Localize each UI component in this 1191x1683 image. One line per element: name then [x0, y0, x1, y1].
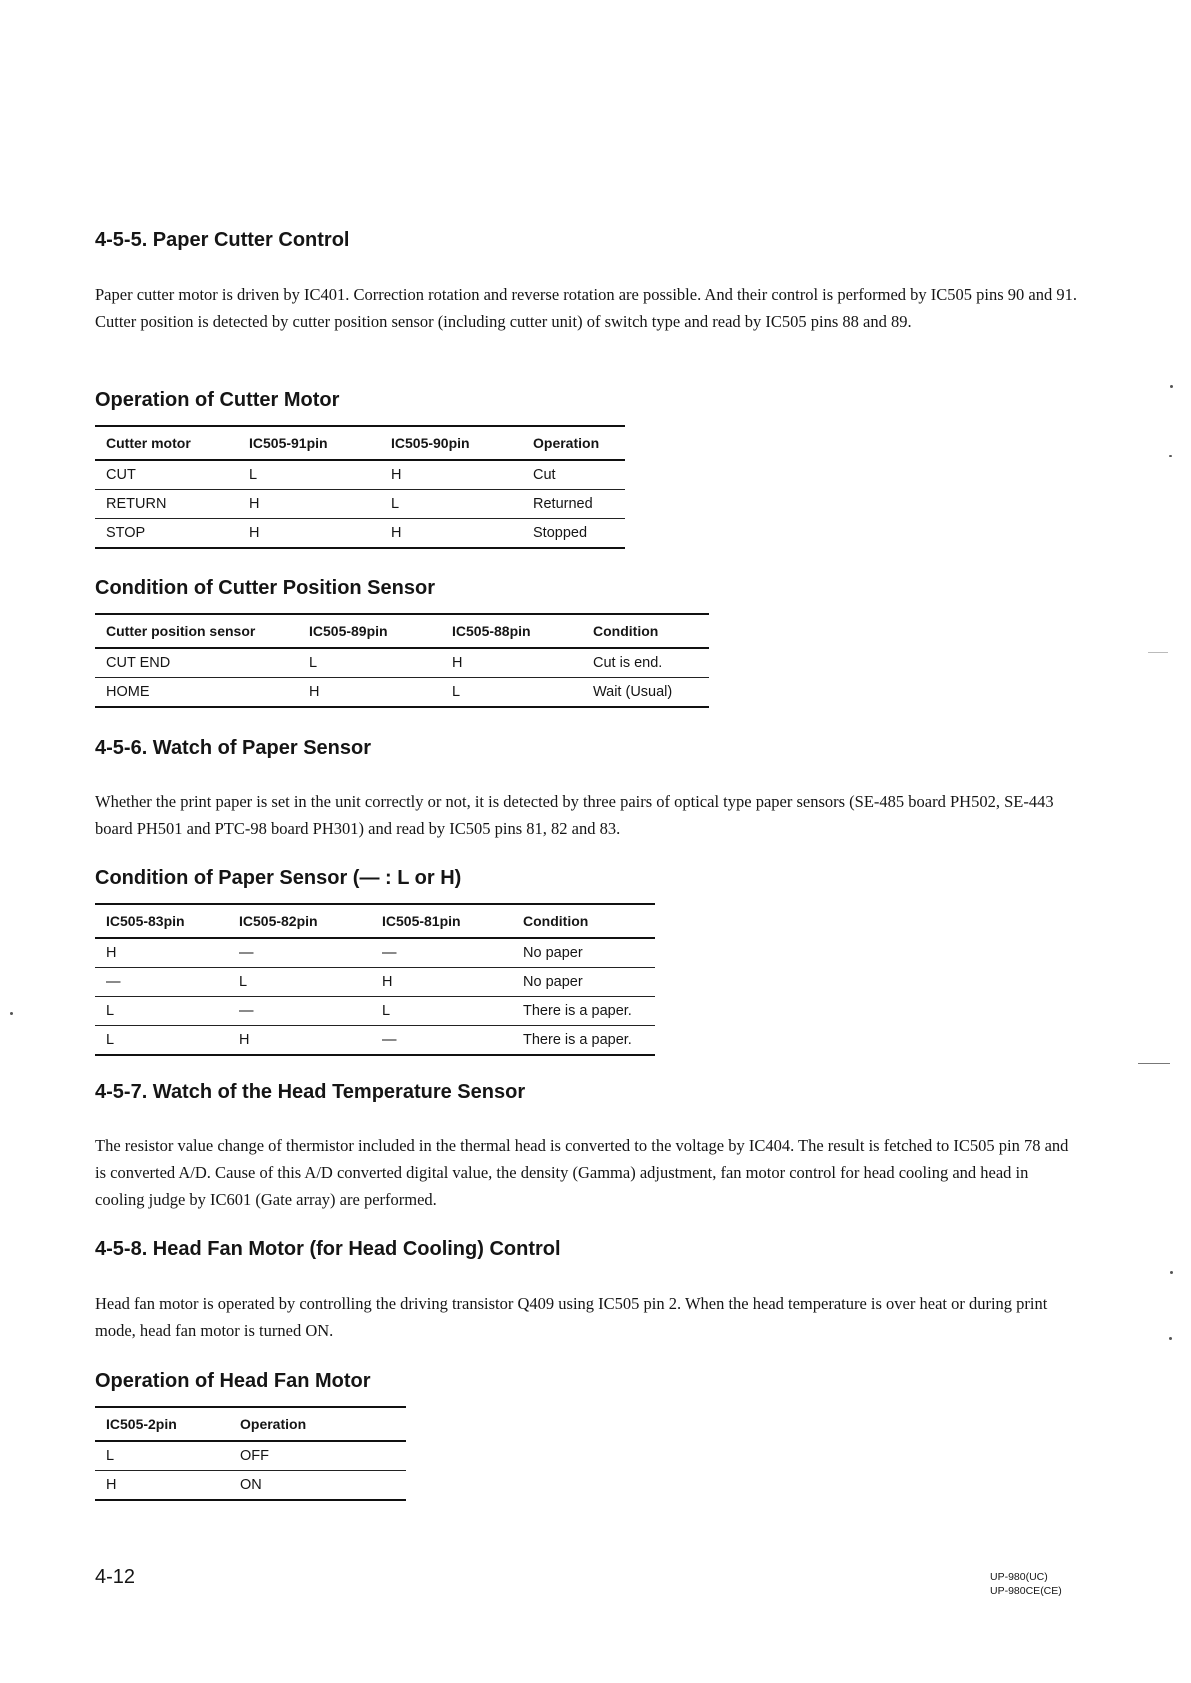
table-cell: H [228, 1026, 371, 1056]
table-cell: Returned [522, 490, 625, 519]
table-cell: L [298, 648, 441, 678]
column-header: IC505-90pin [380, 426, 522, 460]
scan-speck [1170, 1271, 1173, 1274]
table-cell: H [238, 519, 380, 549]
table-cell: ON [229, 1471, 406, 1501]
table-cell: L [441, 678, 582, 708]
table-row [95, 460, 625, 490]
paper-sensor-table [95, 903, 655, 1056]
table-cell: HOME [95, 678, 298, 708]
scan-mark [1148, 652, 1168, 653]
table-row [95, 938, 655, 968]
table-cell: H [95, 938, 228, 968]
table-cell: CUT [95, 460, 238, 490]
cutter-position-table [95, 613, 709, 708]
table-cell: Cut [522, 460, 625, 490]
column-header: IC505-2pin [95, 1407, 229, 1441]
table-cell: RETURN [95, 490, 238, 519]
scan-speck [10, 1012, 13, 1015]
table-cell: H [380, 460, 522, 490]
table-cell: H [371, 968, 512, 997]
table-cell: L [238, 460, 380, 490]
table-cell: — [228, 938, 371, 968]
scan-speck [1170, 385, 1173, 388]
table-cell: — [371, 1026, 512, 1056]
table-cell: H [298, 678, 441, 708]
column-header: IC505-83pin [95, 904, 228, 938]
table-cell: — [228, 997, 371, 1026]
column-header: IC505-82pin [228, 904, 371, 938]
column-header: IC505-89pin [298, 614, 441, 648]
table-title-cutter-position: Condition of Cutter Position Sensor [95, 577, 435, 599]
head-fan-table [95, 1406, 406, 1501]
table-cell: Stopped [522, 519, 625, 549]
model-line-1: UP-980(UC) [990, 1571, 1048, 1583]
scan-speck [1169, 1337, 1172, 1340]
table-cell: L [380, 490, 522, 519]
table-cell: L [95, 1441, 229, 1471]
section-paragraph-4-5-5: Paper cutter motor is driven by IC401. Correction rotation and reverse rotation are possible. And their control is performed by IC505 pins 90 and 91. Cutter position is detected by cutter position sensor (including cutter unit) of switch type and read by IC505 pins 88 and 89. [95, 285, 1077, 331]
column-header: Operation [229, 1407, 406, 1441]
table-cell: H [95, 1471, 229, 1501]
scan-speck [1169, 455, 1172, 457]
table-title-paper-sensor: Condition of Paper Sensor (— : L or H) [95, 867, 462, 889]
table-cell: OFF [229, 1441, 406, 1471]
section-heading-4-5-6: 4-5-6. Watch of Paper Sensor [95, 737, 371, 759]
column-header: IC505-88pin [441, 614, 582, 648]
table-row [95, 968, 655, 997]
table-header-row [95, 904, 655, 938]
table-cell: L [371, 997, 512, 1026]
table-row [95, 1441, 406, 1471]
model-line-2: UP-980CE(CE) [990, 1585, 1062, 1597]
column-header: Cutter position sensor [95, 614, 298, 648]
section-heading-4-5-5: 4-5-5. Paper Cutter Control [95, 229, 350, 251]
table-cell: No paper [512, 968, 655, 997]
column-header: Condition [512, 904, 655, 938]
table-row [95, 1471, 406, 1501]
table-cell: L [95, 997, 228, 1026]
table-row [95, 997, 655, 1026]
scan-mark [1138, 1063, 1170, 1064]
section-heading-4-5-8: 4-5-8. Head Fan Motor (for Head Cooling) Control [95, 1238, 561, 1260]
cutter-motor-table [95, 425, 625, 549]
section-paragraph-4-5-8: Head fan motor is operated by controlling the driving transistor Q409 using IC505 pin 2. When the head temperature is over heat or during print mode, head fan motor is turned ON. [95, 1294, 1048, 1340]
table-title-head-fan: Operation of Head Fan Motor [95, 1370, 371, 1392]
table-cell: H [238, 490, 380, 519]
table-header-row [95, 614, 709, 648]
table-row [95, 519, 625, 549]
table-cell: — [95, 968, 228, 997]
table-cell: L [95, 1026, 228, 1056]
table-cell: — [371, 938, 512, 968]
column-header: Cutter motor [95, 426, 238, 460]
table-cell: Wait (Usual) [582, 678, 709, 708]
section-heading-4-5-7: 4-5-7. Watch of the Head Temperature Sensor [95, 1081, 526, 1103]
table-row [95, 490, 625, 519]
table-header-row [95, 1407, 406, 1441]
table-cell: No paper [512, 938, 655, 968]
table-cell: There is a paper. [512, 997, 655, 1026]
column-header: IC505-91pin [238, 426, 380, 460]
page-number: 4-12 [95, 1566, 136, 1588]
table-title-cutter-motor: Operation of Cutter Motor [95, 389, 340, 411]
table-row [95, 678, 709, 708]
section-paragraph-4-5-6: Whether the print paper is set in the unit correctly or not, it is detected by three pairs of optical type paper sensors (SE-485 board PH502, SE-443 board PH501 and PTC-98 board PH301) and read by IC505 pins 81, 82 and 83. [95, 792, 1054, 838]
table-cell: Cut is end. [582, 648, 709, 678]
table-cell: STOP [95, 519, 238, 549]
section-paragraph-4-5-7: The resistor value change of thermistor included in the thermal head is converted to the voltage by IC404. The result is fetched to IC505 pin 78 and is converted A/D. Cause of this A/D converted digital value, the density (Gamma) adjustment, fan motor control for head cooling and head in cooling judge by IC601 (Gate array) are performed. [95, 1136, 1069, 1209]
model-number [990, 1570, 1062, 1598]
table-cell: H [441, 648, 582, 678]
column-header: IC505-81pin [371, 904, 512, 938]
table-cell: There is a paper. [512, 1026, 655, 1056]
table-header-row [95, 426, 625, 460]
column-header: Condition [582, 614, 709, 648]
table-cell: L [228, 968, 371, 997]
table-row [95, 1026, 655, 1056]
column-header: Operation [522, 426, 625, 460]
table-row [95, 648, 709, 678]
table-cell: CUT END [95, 648, 298, 678]
table-cell: H [380, 519, 522, 549]
